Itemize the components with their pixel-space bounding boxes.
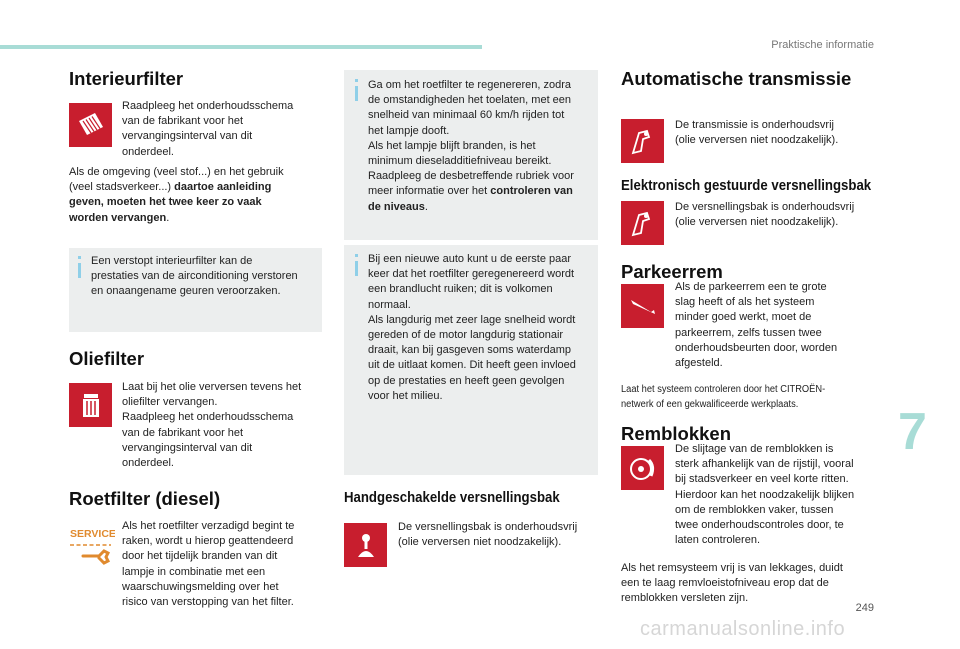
interieurfilter-text: Raadpleeg het onderhoudsschema van de fabrikant voor het vervangingsinterval van dit onderdeel. [122,100,294,158]
note-bar [355,86,358,101]
interieurfilter-paragraph-a: Als de omgeving (veel stof...) en het gebruik (veel stadsverkeer...) [69,166,284,194]
interieurfilter-note: Een verstopt interieurfilter kan de prestaties van de airconditioning verstoren en onaangename geuren veroorzaken. [91,255,298,298]
oil-filter-icon-glyph [75,389,107,421]
service-wrench-icon [69,523,115,567]
cabin-filter-icon [69,103,112,147]
parkeerrem-extra: Laat het systeem controleren door het CITROËN- netwerk of een gekwalificeerde werkplaats. [621,384,826,410]
parkeerrem-text: Als de parkeerrem een te grote slag heeft of als het systeem minder goed werkt, moet de parkeerrem, zelfs tussen twee onderhoudsbeurten door, worden afgesteld. [675,281,838,370]
service-label: SERVICE [70,528,115,540]
selector-lever-icon [627,207,659,239]
remblokken-extra: Als het remsysteem vrij is van lekkages, duidt een te laag remvloeistofniveau erop dat de remblokken versleten zijn. [621,562,843,605]
section-title-automatische-transmissie: Automatische transmissie [621,68,852,89]
selector-lever-icon [627,125,659,157]
header-accent-bar [0,45,482,49]
oliefilter-text: Laat bij het olie verversen tevens het oliefilter vervangen. Raadpleeg het onderhoudsschema van de fabrikant voor het vervangingsinterval van dit onderdeel. [122,381,302,470]
remblokken-text: De slijtage van de remblokken is sterk afhankelijk van de rijstijl, vooral bij stadsverkeer en veel korte ritten. Hierdoor kan het noodzakelijk blijken om de remblokken vaker, tussen twee onderhoudscontroles door, te laten controleren. [675,443,855,547]
regenereren-note-a: Ga om het roetfilter te regenereren, zodra de omstandigheden het toelaten, met een snelheid van minimaal 60 km/h rijden tot het lampje dooft. Als het lampje blijft branden, is het minimum dieseladditiefniveau bereikt. Raadpleeg de desbetreffende rubriek voor meer informatie over het [368,79,574,198]
electronic-gearbox-icon [621,201,664,245]
handbrake-icon [627,290,659,322]
parking-brake-icon [621,284,664,328]
regenereren-note-c: . [424,200,428,213]
section-title-oliefilter: Oliefilter [69,348,145,369]
section-title-parkeerrem: Parkeerrem [621,261,723,282]
section-title-remblokken: Remblokken [621,423,732,444]
interieurfilter-paragraph [69,165,284,226]
elektronisch-text: De versnellingsbak is onderhoudsvrij (olie verversen niet noodzakelijk). [675,201,855,229]
interieurfilter-paragraph-c: . [166,211,170,224]
note-bar [355,261,358,276]
watermark: carmanualsonline.info [640,618,846,640]
page-number: 249 [855,602,874,614]
automatic-transmission-icon [621,119,664,163]
running-header: Praktische informatie [771,39,874,51]
section-title-interieurfilter: Interieurfilter [69,68,184,89]
brake-disc-icon [627,452,659,484]
note-bar [78,263,81,278]
automatische-transmissie-text: De transmissie is onderhoudsvrij (olie verversen niet noodzakelijk). [675,119,839,147]
oil-filter-icon [69,383,112,427]
section-title-elektronisch: Elektronisch gestuurde versnellingsbak [621,177,872,194]
manual-gearbox-icon [344,523,387,567]
service-warning-icon [69,523,115,567]
section-title-roetfilter: Roetfilter (diesel) [69,488,221,509]
gear-lever-icon [350,529,382,561]
regenereren-note-bold: controleren van de niveaus [368,185,573,213]
interieurfilter-paragraph-bold: daartoe aanleiding geven, moeten het twee keer zo vaak worden vervangen [69,181,272,224]
handgeschakeld-text: De versnellingsbak is onderhoudsvrij (olie verversen niet noodzakelijk). [398,521,578,549]
cabin-filter-icon-glyph [75,109,107,141]
brake-pad-icon [621,446,664,490]
brandlucht-note: Bij een nieuwe auto kunt u de eerste paar keer dat het roetfilter geregenereerd wordt een brandlucht ruiken; dit is volkomen normaal. Als langdurig met zeer lage snelheid wordt gereden of de motor langdurig stationair draait, kan bij gasgeven soms waterdamp uit de uitlaat komen. Dit heeft geen invloed op de prestaties en heeft geen gevolgen voor het milieu. [368,253,576,402]
section-title-handgeschakeld: Handgeschakelde versnellingsbak [344,489,560,506]
regenereren-note [368,78,596,215]
roetfilter-text: Als het roetfilter verzadigd begint te raken, wordt u hierop geattendeerd door het tijdelijk branden van dit lampje in combinatie met een waarschuwingsmelding over het risico van verstopping van het filter. [122,520,295,609]
chapter-number: 7 [898,403,927,461]
